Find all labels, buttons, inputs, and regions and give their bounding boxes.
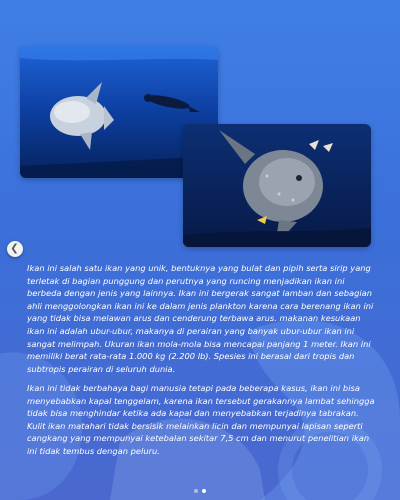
caption-paragraph-1: Ikan ini salah satu ikan yang unik, bentuknya yang bulat dan pipih serta sirip yang terletak di bagian punggung dan perutnya yang runcing menjadikan ikan ini berbeda dengan jenis yang lainnya. Ikan ini bergerak sangat lamban dan sebagian ahli menggolongkan ikan ini ke dalam jenis plankton karena cara berenang ikan ini yang tidak bisa melawan arus dan cenderung terbawa arus. makanan kesukaan ikan ini adalah ubur-ubur, makanya di perairan yang banyak ubur-ubur ikan ini sangat melimpah. Ukuran ikan mola-mola bisa mencapai panjang 1 meter. Ikan ini memiliki berat rata-rata 1.000 kg (2.200 lb). Spesies ini berasal dari tropis dan subtropis perairan di seluruh dunia.	[27, 263, 374, 374]
carousel-dot-1[interactable]	[194, 489, 198, 493]
carousel-prev-button[interactable]	[7, 241, 23, 257]
caption-paragraph-2: Ikan ini tidak berbahaya bagi manusia tetapi pada beberapa kasus, ikan ini bisa menyebabkan kapal tenggelam, karena ikan tersebut gerakannya lambat sehingga tidak bisa menghindar ketika ada kapal dan menyebabkan terjadinya tabrakan. Kulit ikan matahari tidak bersisik melainkan licin dan mempunyai lapisan seperti cangkang yang mempunyai ketebalan sekitar 7,5 cm dan menurut penelitian ikan ini tidak tembus dengan peluru.	[27, 383, 375, 456]
ocean-sunfish-closeup-photo	[183, 124, 371, 247]
chevron-left-icon: ❮	[10, 243, 19, 254]
carousel-dot-2-active[interactable]	[202, 489, 206, 493]
carousel-pagination	[0, 489, 400, 493]
